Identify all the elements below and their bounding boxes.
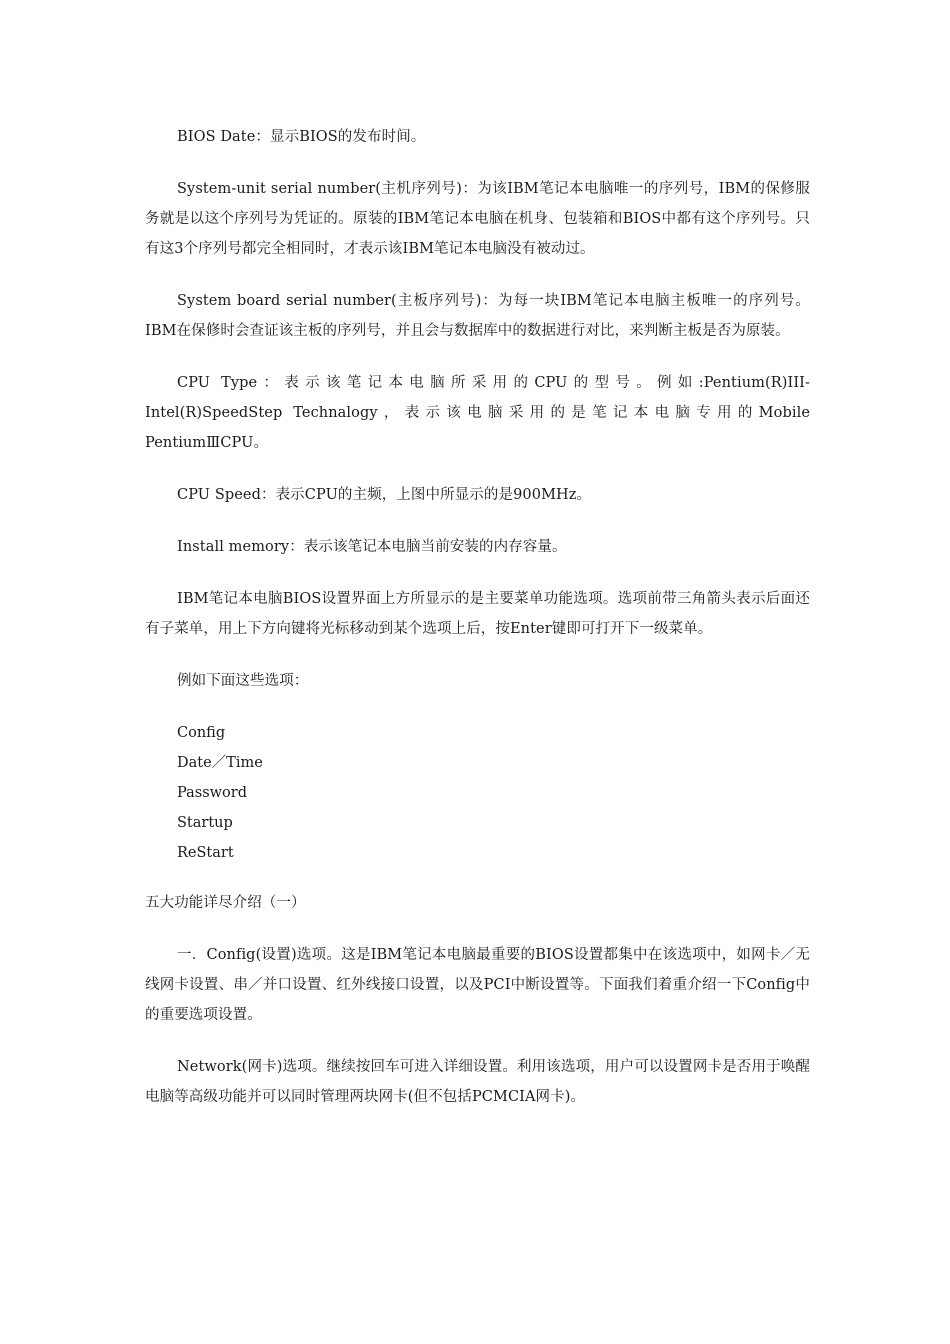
section-title: 五大功能详尽介绍（一） xyxy=(145,895,306,911)
paragraph-network: Network(网卡)选项。继续按回车可进入详细设置。利用该选项，用户可以设置网卡是否用于唤醒电脑等高级功能并可以同时管理两块网卡(但不包括PCMCIA网卡)。 xyxy=(145,1059,810,1105)
list-item: Password xyxy=(177,785,247,801)
paragraph-cpu-type: CPU Type：表示该笔记本电脑所采用的CPU的型号。例如:Pentium(R)III-Intel(R)SpeedStep Technalogy，表示该电脑采用的是笔记本电脑专用的Mobile PentiumⅢCPU。 xyxy=(145,375,810,451)
paragraph-cpu-speed: CPU Speed：表示CPU的主频，上图中所显示的是900MHz。 xyxy=(177,487,592,503)
paragraph-system-board-serial: System board serial number(主板序列号)：为每一块IBM笔记本电脑主板唯一的序列号。IBM在保修时会查证该主板的序列号，并且会与数据库中的数据进行对比，来判断主板是否为原装。 xyxy=(145,293,810,339)
paragraph-menu-intro: IBM笔记本电脑BIOS设置界面上方所显示的是主要菜单功能选项。选项前带三角箭头表示后面还有子菜单，用上下方向键将光标移动到某个选项上后，按Enter键即可打开下一级菜单。 xyxy=(145,591,810,637)
paragraph-bios-date: BIOS Date：显示BIOS的发布时间。 xyxy=(177,129,426,145)
paragraph-example-intro: 例如下面这些选项： xyxy=(177,673,309,689)
paragraph-install-memory: Install memory：表示该笔记本电脑当前安装的内存容量。 xyxy=(177,539,567,555)
list-item: Config xyxy=(177,725,226,741)
paragraph-config-intro: 一．Config(设置)选项。这是IBM笔记本电脑最重要的BIOS设置都集中在该选项中，如网卡／无线网卡设置、串／并口设置、红外线接口设置，以及PCI中断设置等。下面我们着重介绍一下Config中的重要选项设置。 xyxy=(145,947,810,1023)
menu-options-list xyxy=(145,718,810,868)
list-item: ReStart xyxy=(177,845,234,861)
list-item: Startup xyxy=(177,815,233,831)
list-item: Date／Time xyxy=(177,755,263,771)
document-body xyxy=(145,122,810,1134)
paragraph-system-unit-serial: System-unit serial number(主机序列号)：为该IBM笔记本电脑唯一的序列号，IBM的保修服务就是以这个序列号为凭证的。原装的IBM笔记本电脑在机身、包装箱和BIOS中都有这个序列号。只有这3个序列号都完全相同时，才表示该IBM笔记本电脑没有被动过。 xyxy=(145,181,810,257)
